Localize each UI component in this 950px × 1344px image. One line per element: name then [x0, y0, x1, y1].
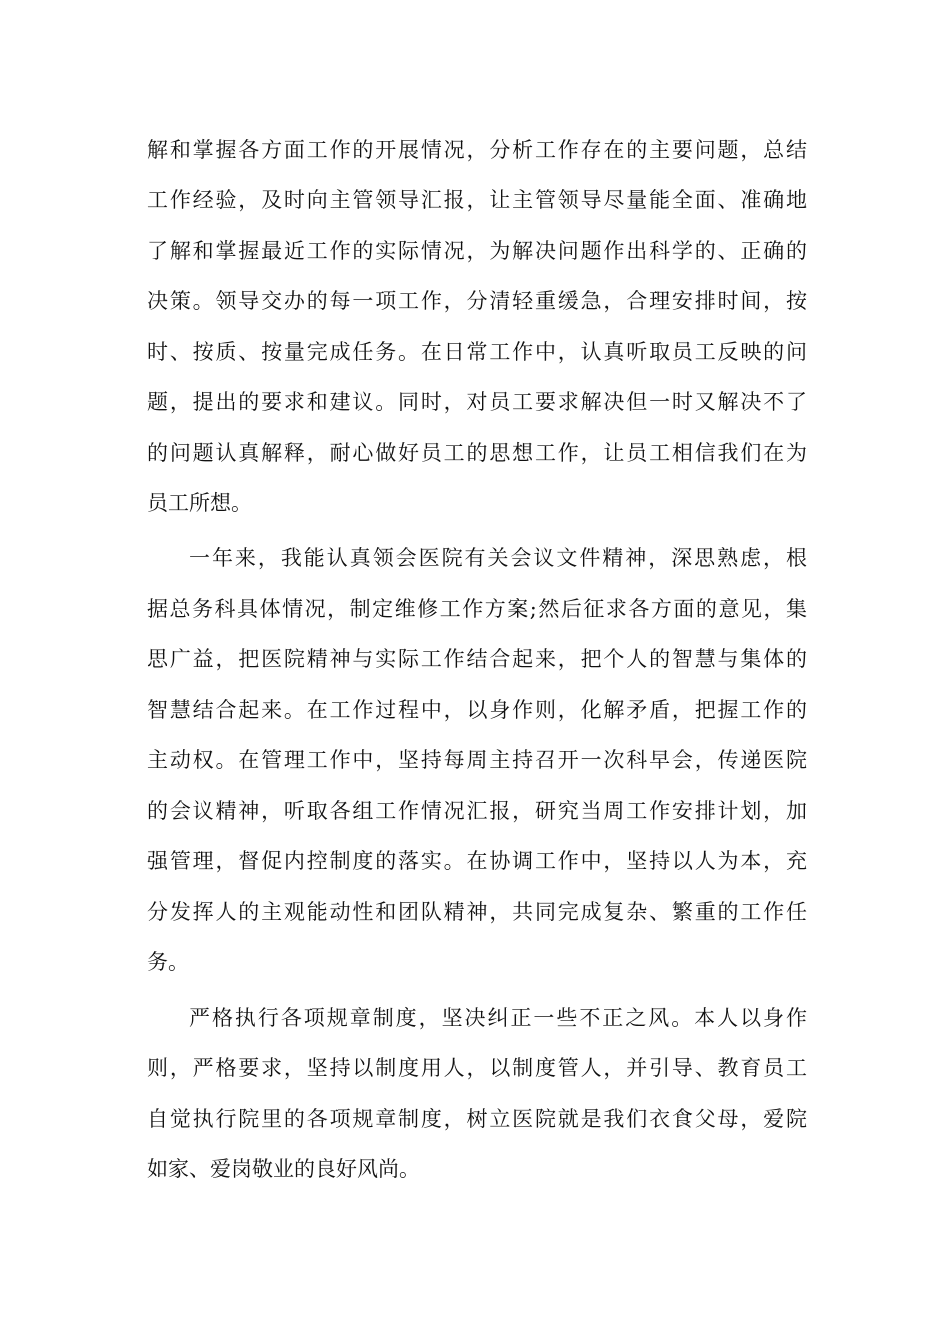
paragraph-2-line-2: 据总务科具体情况，制定维修工作方案;然后征求各方面的意见，集	[147, 597, 807, 621]
paragraph-2-line-3: 思广益，把医院精神与实际工作结合起来，把个人的智慧与集体的	[147, 647, 807, 671]
paragraph-1-line-2: 工作经验，及时向主管领导汇报，让主管领导尽量能全面、准确地	[147, 188, 807, 212]
paragraph-3-line-4: 如家、爱岗敬业的良好风尚。	[147, 1157, 420, 1181]
paragraph-3-line-3: 自觉执行院里的各项规章制度，树立医院就是我们衣食父母，爱院	[147, 1107, 807, 1131]
paragraph-1-line-8: 员工所想。	[147, 491, 252, 515]
paragraph-1-line-6: 题，提出的要求和建议。同时，对员工要求解决但一时又解决不了	[147, 390, 807, 414]
paragraph-1-line-1: 解和掌握各方面工作的开展情况，分析工作存在的主要问题，总结	[147, 138, 807, 162]
paragraph-2-line-9: 务。	[147, 950, 189, 974]
paragraph-1-line-7: 的问题认真解释，耐心做好员工的思想工作，让员工相信我们在为	[147, 441, 807, 465]
paragraph-2-line-4: 智慧结合起来。在工作过程中，以身作则，化解矛盾，把握工作的	[147, 698, 807, 722]
paragraph-3-line-2: 则，严格要求，坚持以制度用人，以制度管人，并引导、教育员工	[147, 1056, 807, 1080]
paragraph-1-line-5: 时、按质、按量完成任务。在日常工作中，认真听取员工反映的问	[147, 340, 807, 364]
paragraph-2-line-5: 主动权。在管理工作中，坚持每周主持召开一次科早会，传递医院	[147, 748, 807, 772]
paragraph-3-line-1: 严格执行各项规章制度，坚决纠正一些不正之风。本人以身作	[189, 1006, 807, 1030]
paragraph-2-line-6: 的会议精神，听取各组工作情况汇报，研究当周工作安排计划，加	[147, 799, 807, 823]
paragraph-2-line-7: 强管理，督促内控制度的落实。在协调工作中，坚持以人为本，充	[147, 849, 807, 873]
paragraph-2-line-1: 一年来，我能认真领会医院有关会议文件精神，深思熟虑，根	[189, 546, 807, 570]
paragraph-2-line-8: 分发挥人的主观能动性和团队精神，共同完成复杂、繁重的工作任	[147, 900, 807, 924]
paragraph-1-line-4: 决策。领导交办的每一项工作，分清轻重缓急，合理安排时间，按	[147, 289, 807, 313]
paragraph-1-line-3: 了解和掌握最近工作的实际情况，为解决问题作出科学的、正确的	[147, 239, 807, 263]
